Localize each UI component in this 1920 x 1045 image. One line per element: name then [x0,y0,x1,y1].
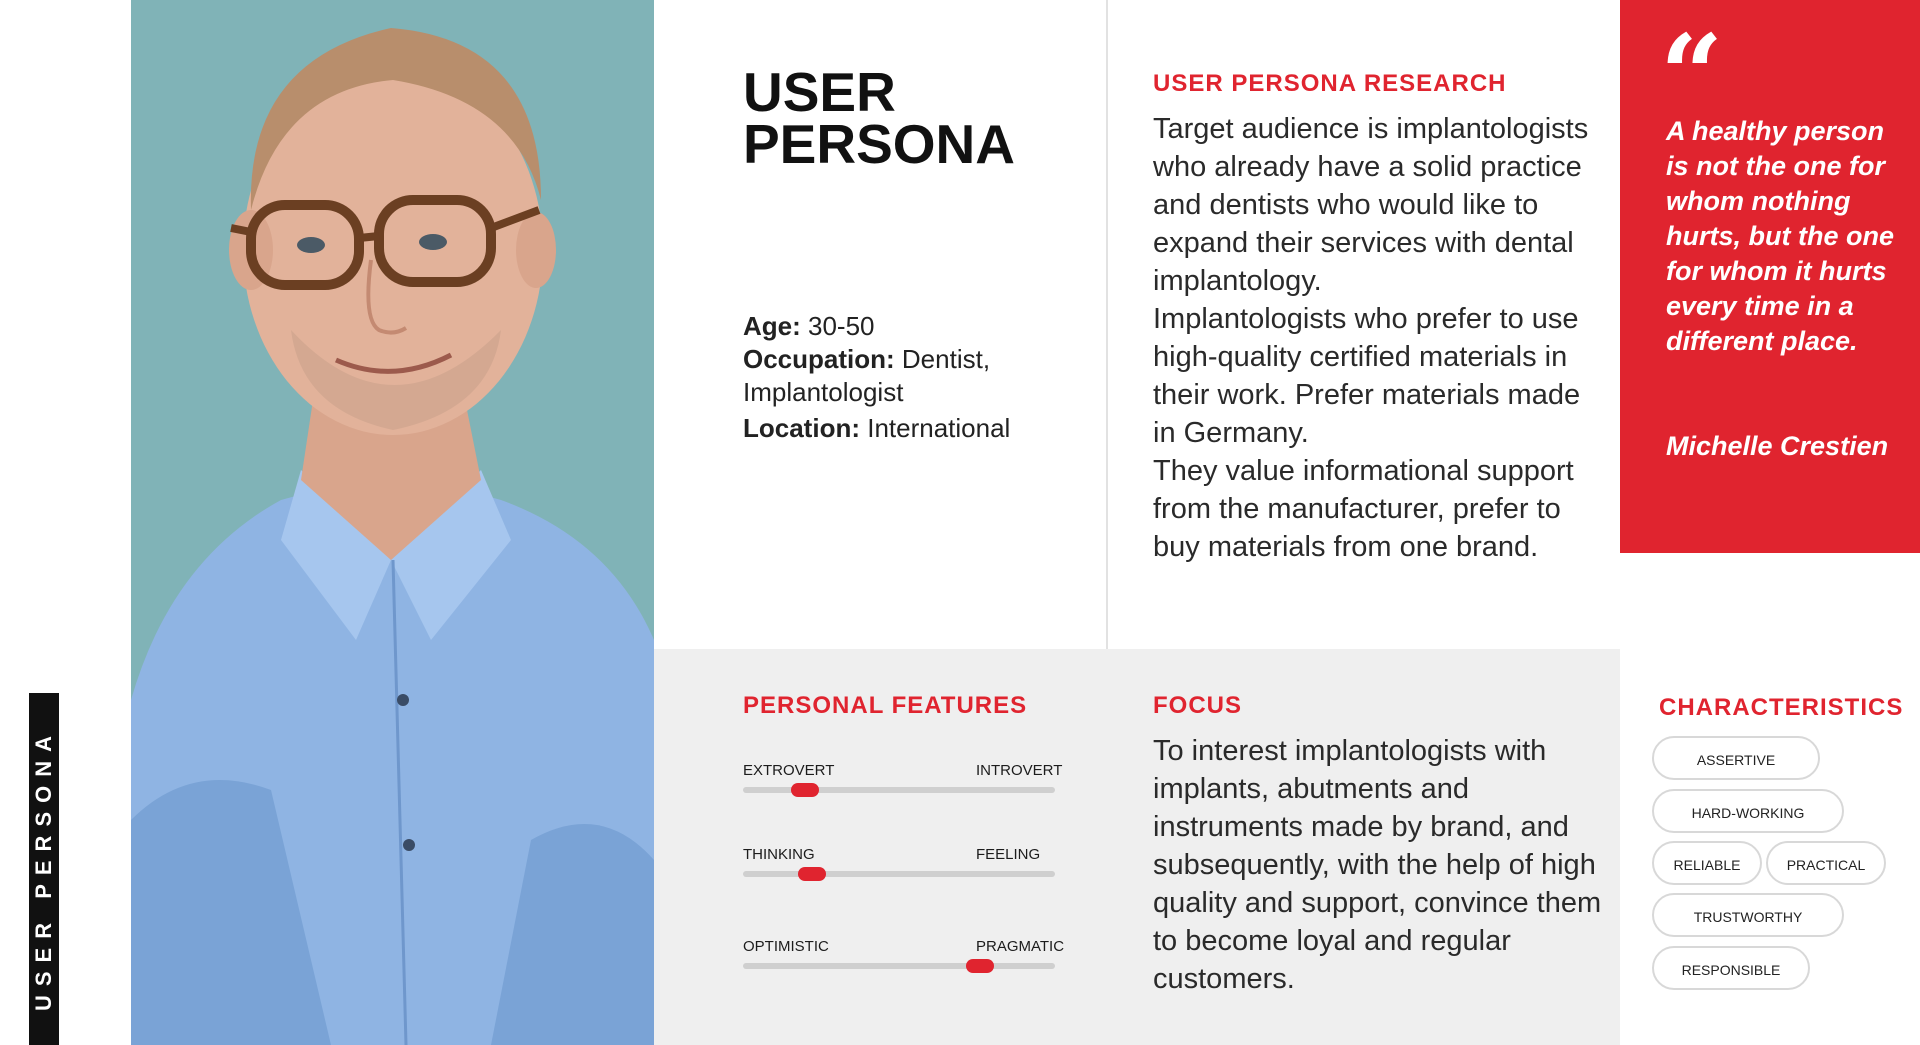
research-paragraph: They value informational support from the manufacturer, prefer to buy materials from one brand. [1153,455,1574,563]
characteristic-tag: ASSERTIVE [1652,736,1820,780]
quote-author: Michelle Crestien [1666,431,1889,461]
persona-photo [131,0,654,1045]
characteristic-tag: TRUSTWORTHY [1652,893,1844,937]
slider-right-label: INTROVERT [976,762,1063,779]
research-paragraph: Implantologists who prefer to use high-quality certified materials in their work. Prefer materials made in Germany. [1153,303,1581,449]
location-label: Location: [743,413,860,443]
location-value: International [867,413,1011,443]
occupation-row [743,343,1063,409]
title-line-2: PERSONA [743,113,1015,175]
occupation-value-2: Implantologist [743,377,904,407]
divider [1106,0,1108,649]
page-title [743,61,1073,175]
research-text [1153,110,1603,566]
slider-thumb [791,783,819,797]
characteristic-tag: HARD-WORKING [1652,789,1844,833]
location-row [743,412,1063,445]
persona-illustration [131,0,654,1045]
quote-text: A healthy person is not the one for whom nothing hurts, but the one for whom it hurts every time in a different place. [1666,116,1894,356]
focus-text: To interest implantologists with implants, abutments and instruments made by brand, and subsequently, with the help of high quality and support, convince them to become loyal and regular customers. [1153,735,1602,995]
quote-mark-icon: “ [1660,10,1724,139]
characteristic-tag: RELIABLE [1652,841,1762,885]
features-heading: PERSONAL FEATURES [743,692,1028,719]
feature-slider [743,762,1063,802]
characteristic-tag: RESPONSIBLE [1652,946,1810,990]
slider-thumb [966,959,994,973]
feature-slider [743,846,1055,886]
focus-heading: FOCUS [1153,692,1242,719]
slider-track [743,963,1055,969]
slider-track [743,787,1055,793]
side-tab [29,693,59,1045]
side-tab-label: USER PERSONA [31,726,56,1012]
feature-slider [743,938,1065,978]
slider-thumb [798,867,826,881]
slider-right-label: FEELING [976,846,1041,863]
title-line-1: USER [743,61,896,123]
occupation-value: Dentist, [901,344,991,374]
characteristic-tag: PRACTICAL [1766,841,1886,885]
slider-right-label: PRAGMATIC [976,938,1065,955]
slider-left-label: OPTIMISTIC [743,938,829,955]
occupation-label: Occupation: [743,344,895,374]
research-heading: USER PERSONA RESEARCH [1153,70,1507,97]
slider-track [743,871,1055,877]
research-paragraph: Target audience is implantologists who already have a solid practice and dentists who would like to expand their services with dental implantology. [1153,113,1589,297]
age-row [743,310,1063,343]
age-value: 30-50 [808,311,875,341]
demographics [743,310,1063,445]
characteristics-heading: CHARACTERISTICS [1659,694,1904,721]
age-label: Age: [743,311,801,341]
slider-left-label: THINKING [743,846,815,863]
slider-left-label: EXTROVERT [743,762,835,779]
quote-box [1620,0,1920,553]
